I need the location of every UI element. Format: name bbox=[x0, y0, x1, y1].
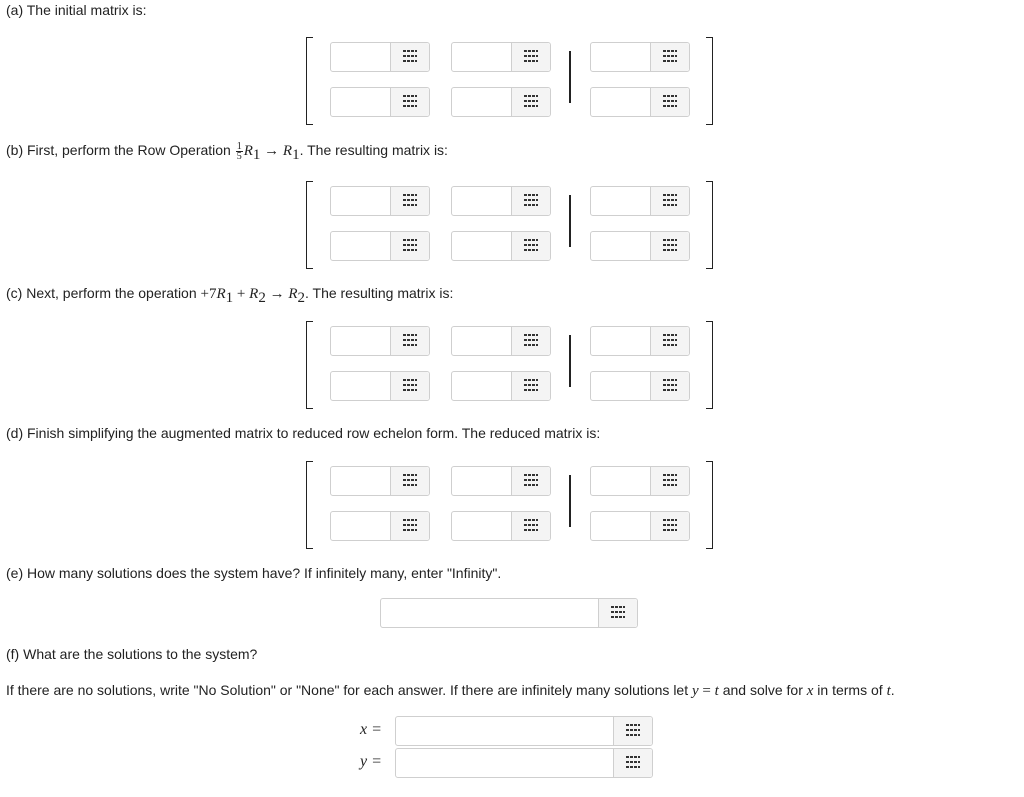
right-bracket bbox=[706, 37, 713, 125]
matrix-cell-box bbox=[451, 371, 551, 401]
fraction: $\frac{1}{5}$ bbox=[236, 141, 242, 162]
keypad-icon bbox=[626, 723, 640, 739]
keypad-icon bbox=[524, 238, 538, 254]
keypad-button[interactable] bbox=[613, 749, 652, 777]
x-answer-input[interactable] bbox=[396, 717, 618, 745]
keypad-icon bbox=[524, 94, 538, 110]
matrix-cell-box bbox=[590, 87, 690, 117]
keypad-icon bbox=[403, 49, 417, 65]
keypad-icon bbox=[403, 518, 417, 534]
augment-bar bbox=[569, 51, 571, 103]
keypad-icon bbox=[403, 94, 417, 110]
left-bracket bbox=[306, 37, 313, 125]
keypad-button[interactable] bbox=[390, 512, 429, 540]
matrix-cell-box bbox=[330, 511, 430, 541]
keypad-button[interactable] bbox=[511, 43, 550, 71]
keypad-icon bbox=[663, 49, 677, 65]
keypad-button[interactable] bbox=[390, 467, 429, 495]
keypad-button[interactable] bbox=[650, 512, 689, 540]
keypad-button[interactable] bbox=[511, 327, 550, 355]
keypad-icon bbox=[611, 605, 625, 621]
keypad-icon bbox=[524, 378, 538, 394]
keypad-button[interactable] bbox=[650, 43, 689, 71]
matrix-cell-box bbox=[330, 326, 430, 356]
matrix-cell-box bbox=[330, 87, 430, 117]
keypad-icon bbox=[524, 518, 538, 534]
left-bracket bbox=[306, 181, 313, 269]
left-bracket bbox=[306, 321, 313, 409]
matrix-cell-box bbox=[590, 186, 690, 216]
right-bracket bbox=[706, 461, 713, 549]
matrix-cell-box bbox=[330, 186, 430, 216]
keypad-button[interactable] bbox=[511, 88, 550, 116]
keypad-button[interactable] bbox=[650, 187, 689, 215]
augment-bar bbox=[569, 195, 571, 247]
keypad-icon bbox=[663, 333, 677, 349]
matrix-cell-box bbox=[451, 326, 551, 356]
matrix-cell-box bbox=[451, 42, 551, 72]
matrix-cell-box bbox=[590, 371, 690, 401]
matrix-cell-box bbox=[330, 371, 430, 401]
part-c-prompt: (c) Next, perform the operation $+7R_1 + R_2 \to R_2$. The resulting matrix is: bbox=[6, 285, 454, 306]
keypad-icon bbox=[663, 518, 677, 534]
keypad-button[interactable] bbox=[650, 327, 689, 355]
keypad-button[interactable] bbox=[390, 232, 429, 260]
keypad-icon bbox=[403, 193, 417, 209]
x-label: x = bbox=[360, 721, 382, 738]
matrix-cell-box bbox=[451, 186, 551, 216]
part-a-prompt: (a) The initial matrix is: bbox=[6, 2, 147, 18]
keypad-button[interactable] bbox=[511, 512, 550, 540]
part-f-prompt: (f) What are the solutions to the system? bbox=[6, 646, 258, 662]
augment-bar bbox=[569, 475, 571, 527]
matrix-cell-box bbox=[451, 87, 551, 117]
part-b-prompt: (b) First, perform the Row Operation $\frac{1}{5}$ $R_1 \to R_1$. The resulting matrix is: bbox=[6, 141, 448, 163]
matrix-cell-box bbox=[451, 466, 551, 496]
x-answer-box bbox=[395, 716, 653, 746]
keypad-icon bbox=[403, 238, 417, 254]
matrix-cell-box bbox=[330, 231, 430, 261]
keypad-icon bbox=[524, 193, 538, 209]
keypad-icon bbox=[663, 94, 677, 110]
matrix-cell-box bbox=[590, 511, 690, 541]
solution-count-box bbox=[380, 598, 638, 628]
keypad-button[interactable] bbox=[511, 467, 550, 495]
matrix-d bbox=[300, 461, 720, 551]
keypad-button[interactable] bbox=[598, 599, 637, 627]
part-e-prompt: (e) How many solutions does the system have? If infinitely many, enter "Infinity". bbox=[6, 565, 502, 581]
matrix-cell-box bbox=[451, 231, 551, 261]
y-answer-box bbox=[395, 748, 653, 778]
left-bracket bbox=[306, 461, 313, 549]
keypad-icon bbox=[403, 333, 417, 349]
matrix-cell-box bbox=[590, 326, 690, 356]
keypad-button[interactable] bbox=[511, 232, 550, 260]
keypad-icon bbox=[403, 378, 417, 394]
keypad-icon bbox=[663, 378, 677, 394]
augment-bar bbox=[569, 335, 571, 387]
keypad-icon bbox=[663, 193, 677, 209]
keypad-button[interactable] bbox=[390, 327, 429, 355]
matrix-cell-box bbox=[590, 231, 690, 261]
part-f-instructions: If there are no solutions, write "No Solution" or "None" for each answer. If there are infinitely many solutions let y = t and solve for x in terms of t. bbox=[6, 682, 895, 699]
keypad-button[interactable] bbox=[390, 88, 429, 116]
matrix-cell-box bbox=[451, 511, 551, 541]
right-bracket bbox=[706, 321, 713, 409]
matrix-cell-box bbox=[590, 466, 690, 496]
keypad-button[interactable] bbox=[650, 372, 689, 400]
matrix-c bbox=[300, 321, 720, 411]
keypad-icon bbox=[626, 755, 640, 771]
keypad-icon bbox=[403, 473, 417, 489]
keypad-button[interactable] bbox=[650, 232, 689, 260]
matrix-b bbox=[300, 181, 720, 271]
matrix-cell-box bbox=[330, 42, 430, 72]
part-d-prompt: (d) Finish simplifying the augmented matrix to reduced row echelon form. The reduced matrix is: bbox=[6, 425, 601, 441]
keypad-icon bbox=[524, 473, 538, 489]
y-label: y = bbox=[360, 753, 382, 770]
matrix-a bbox=[300, 37, 720, 127]
keypad-icon bbox=[524, 49, 538, 65]
keypad-button[interactable] bbox=[390, 43, 429, 71]
matrix-cell-box bbox=[330, 466, 430, 496]
right-bracket bbox=[706, 181, 713, 269]
keypad-button[interactable] bbox=[613, 717, 652, 745]
keypad-icon bbox=[524, 333, 538, 349]
keypad-button[interactable] bbox=[650, 467, 689, 495]
keypad-button[interactable] bbox=[390, 187, 429, 215]
y-answer-input[interactable] bbox=[396, 749, 618, 777]
keypad-icon bbox=[663, 473, 677, 489]
keypad-button[interactable] bbox=[511, 187, 550, 215]
keypad-button[interactable] bbox=[390, 372, 429, 400]
matrix-cell-box bbox=[590, 42, 690, 72]
keypad-button[interactable] bbox=[511, 372, 550, 400]
keypad-icon bbox=[663, 238, 677, 254]
keypad-button[interactable] bbox=[650, 88, 689, 116]
solution-count-input[interactable] bbox=[381, 599, 603, 627]
